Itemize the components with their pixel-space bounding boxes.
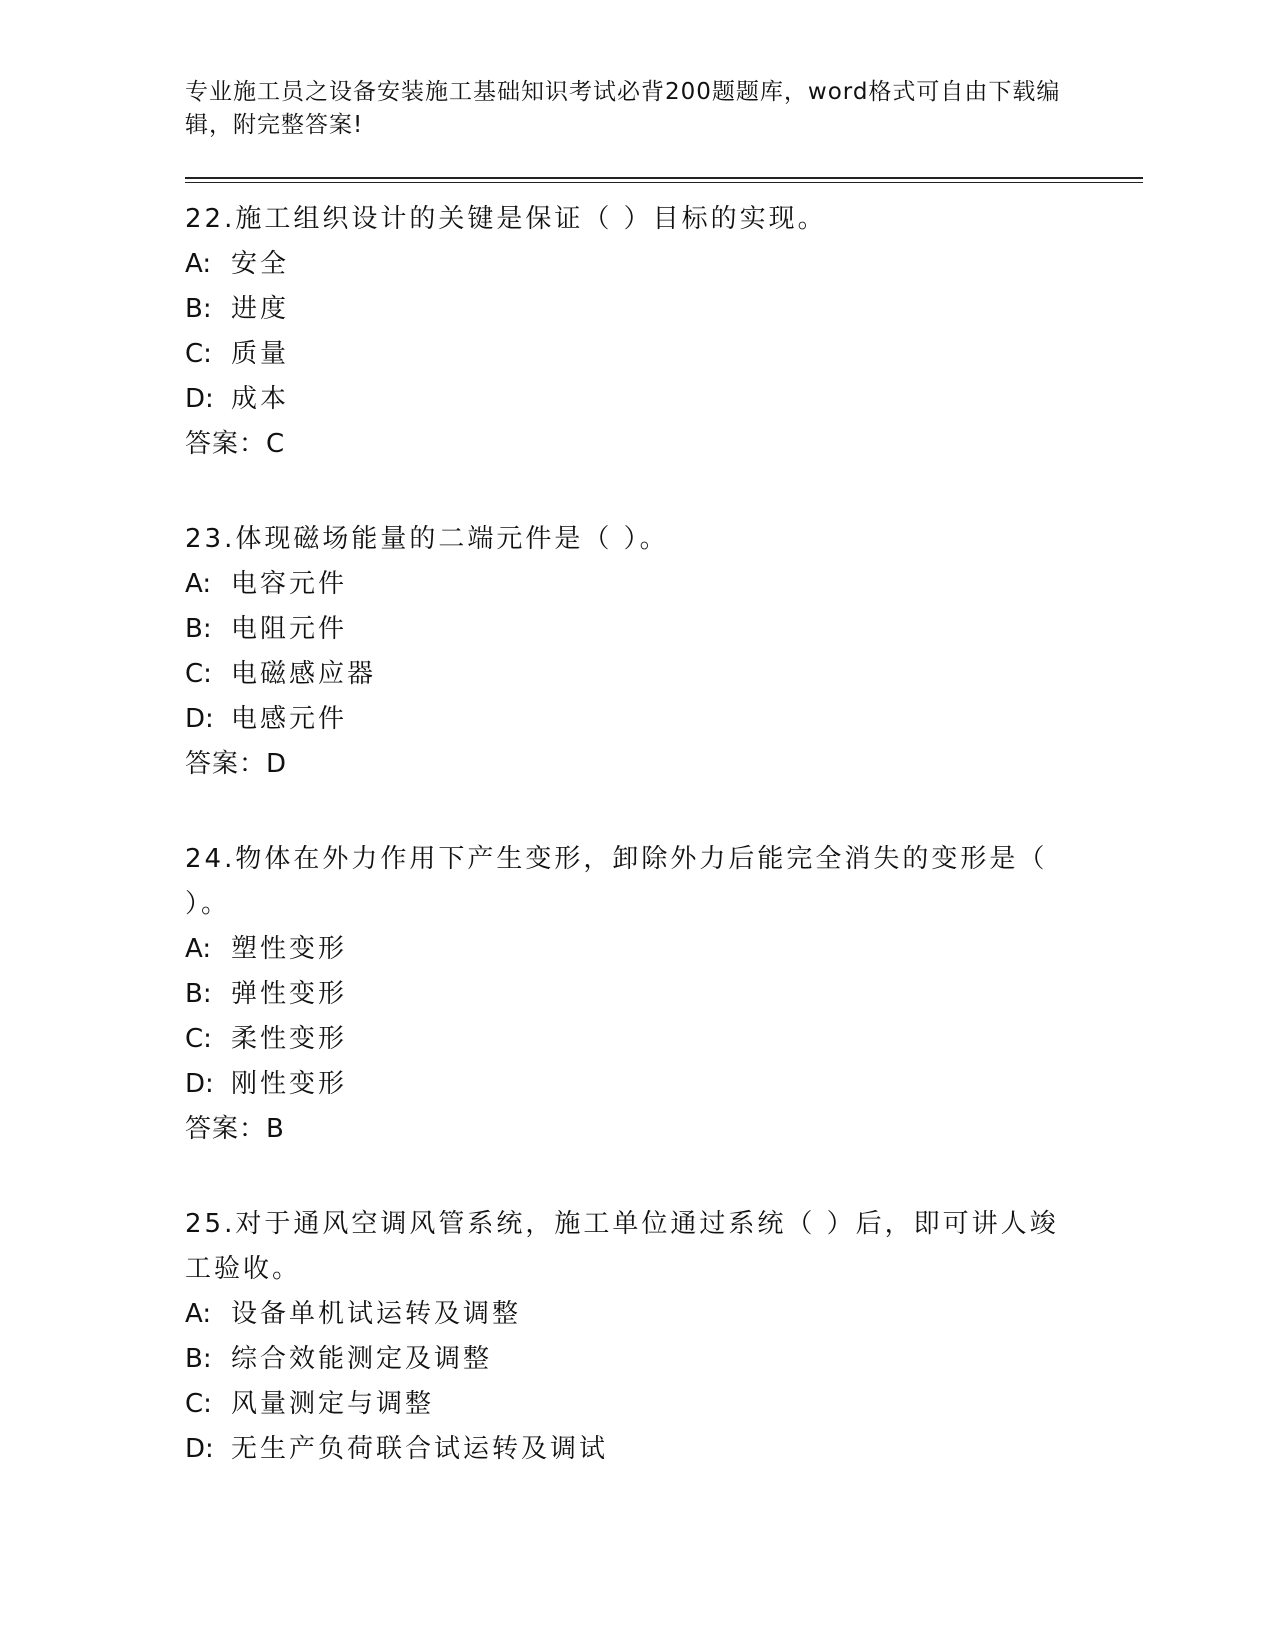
answer-line: 答案：D (185, 749, 288, 779)
option-text: 成本 (231, 384, 290, 414)
option-label: A: (185, 569, 212, 599)
option-label: A: (185, 249, 212, 279)
option-text: 风量测定与调整 (231, 1389, 435, 1419)
option-b (185, 972, 1145, 1017)
option-c (185, 1382, 1145, 1427)
option-b (185, 287, 1145, 332)
option-text: 电阻元件 (231, 614, 348, 644)
question-24 (185, 837, 1145, 1152)
option-text: 无生产负荷联合试运转及调试 (231, 1434, 609, 1464)
option-c (185, 1017, 1145, 1062)
option-c (185, 332, 1145, 377)
question-stem: 25.对于通风空调风管系统，施工单位通过系统（ ）后，即可讲人竣工验收。 (185, 1209, 1059, 1284)
option-text: 刚性变形 (231, 1069, 348, 1099)
option-text: 弹性变形 (231, 979, 348, 1009)
option-d (185, 697, 1145, 742)
option-text: 质量 (231, 339, 290, 369)
option-label: D: (185, 704, 214, 734)
option-label: B: (185, 614, 212, 644)
option-text: 进度 (231, 294, 290, 324)
option-text: 电磁感应器 (231, 659, 377, 689)
option-label: C: (185, 339, 212, 369)
option-d (185, 377, 1145, 422)
option-label: B: (185, 294, 212, 324)
answer-line: 答案：B (185, 1114, 285, 1144)
option-c (185, 652, 1145, 697)
option-label: A: (185, 934, 212, 964)
option-b (185, 607, 1145, 652)
option-label: B: (185, 1344, 212, 1374)
option-d (185, 1062, 1145, 1107)
answer-line: 答案：C (185, 429, 286, 459)
option-text: 柔性变形 (231, 1024, 348, 1054)
option-b (185, 1337, 1145, 1382)
document-title: 专业施工员之设备安装施工基础知识考试必背200题题库，word格式可自由下载编辑，附完整答案! (185, 79, 1061, 138)
option-label: A: (185, 1299, 212, 1329)
option-label: D: (185, 1069, 214, 1099)
option-text: 电容元件 (231, 569, 348, 599)
option-a (185, 562, 1145, 607)
question-22 (185, 197, 1145, 467)
option-a (185, 1292, 1145, 1337)
option-label: C: (185, 1389, 212, 1419)
option-d (185, 1427, 1145, 1472)
question-stem: 24.物体在外力作用下产生变形，卸除外力后能完全消失的变形是（ ）。 (185, 844, 1048, 919)
option-text: 安全 (231, 249, 290, 279)
option-text: 塑性变形 (231, 934, 348, 964)
option-label: D: (185, 1434, 214, 1464)
question-25 (185, 1202, 1145, 1472)
question-stem: 23.体现磁场能量的二端元件是（ ）。 (185, 524, 669, 554)
option-label: C: (185, 1024, 212, 1054)
question-23 (185, 517, 1145, 787)
option-text: 综合效能测定及调整 (231, 1344, 493, 1374)
question-stem: 22.施工组织设计的关键是保证（ ）目标的实现。 (185, 204, 827, 234)
option-text: 设备单机试运转及调整 (231, 1299, 522, 1329)
option-label: D: (185, 384, 214, 414)
option-a (185, 927, 1145, 972)
header-divider (185, 177, 1143, 183)
document-page (185, 76, 1145, 1472)
option-text: 电感元件 (231, 704, 348, 734)
option-label: B: (185, 979, 212, 1009)
option-a (185, 242, 1145, 287)
option-label: C: (185, 659, 212, 689)
